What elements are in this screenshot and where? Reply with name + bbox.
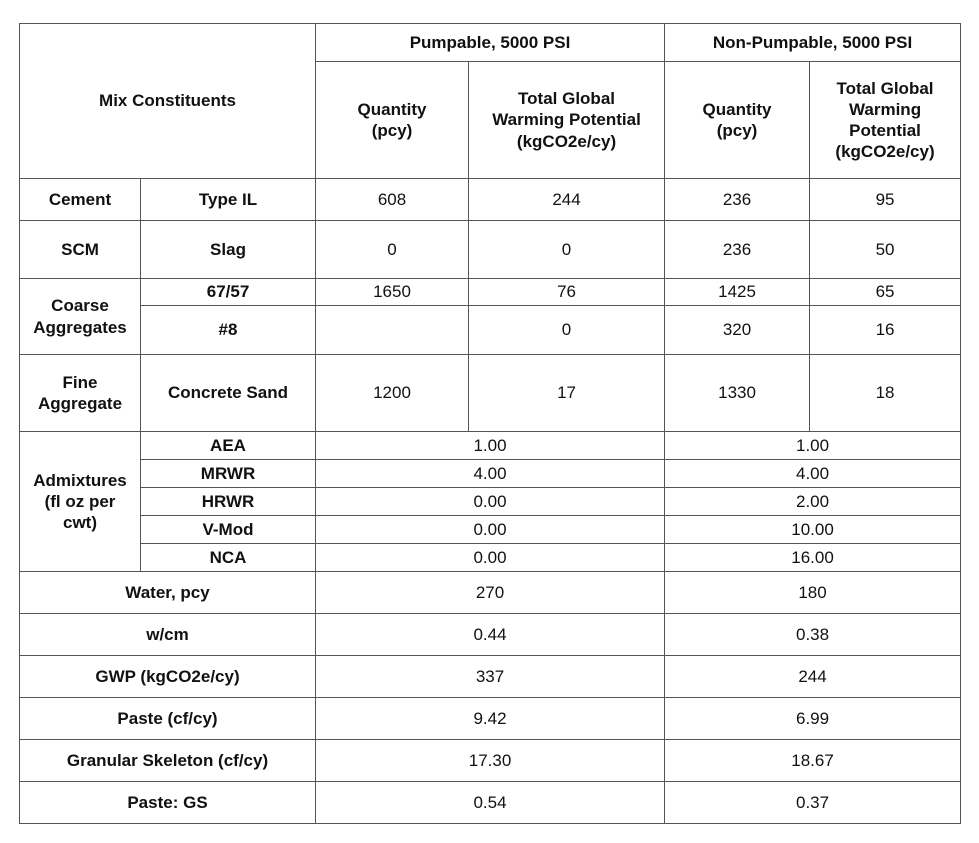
- table-row-summary: [20, 740, 961, 782]
- summary-label-cell: w/cm: [20, 614, 316, 656]
- table-row-fine: [20, 355, 961, 432]
- value-cell: 236: [665, 221, 810, 279]
- value-cell: 95: [810, 179, 961, 221]
- value-cell: 76: [469, 279, 665, 306]
- table-row-summary: [20, 698, 961, 740]
- value-cell: [316, 306, 469, 355]
- value-cell: 236: [665, 179, 810, 221]
- table-row-coarse-1: [20, 279, 961, 306]
- mix-constituents-header: Mix Constituents: [20, 24, 316, 179]
- category-cell: Fine Aggregate: [20, 355, 141, 432]
- value-cell: 16.00: [665, 544, 961, 572]
- pumpable-header: Pumpable, 5000 PSI: [316, 24, 665, 62]
- category-cell: SCM: [20, 221, 141, 279]
- admixture-name-cell: NCA: [141, 544, 316, 572]
- table-row-coarse-2: [20, 306, 961, 355]
- pumpable-gwp-header: Total Global Warming Potential (kgCO2e/cy): [469, 62, 665, 179]
- pumpable-quantity-header: Quantity (pcy): [316, 62, 469, 179]
- value-cell: 337: [316, 656, 665, 698]
- category-cell: Coarse Aggregates: [20, 279, 141, 355]
- admixture-name-cell: AEA: [141, 432, 316, 460]
- value-cell: 17: [469, 355, 665, 432]
- value-cell: 6.99: [665, 698, 961, 740]
- value-cell: 0: [469, 221, 665, 279]
- value-cell: 320: [665, 306, 810, 355]
- value-cell: 16: [810, 306, 961, 355]
- value-cell: 0.00: [316, 544, 665, 572]
- value-cell: 4.00: [665, 460, 961, 488]
- value-cell: 608: [316, 179, 469, 221]
- summary-label-cell: Paste (cf/cy): [20, 698, 316, 740]
- table-row-admixture: [20, 488, 961, 516]
- value-cell: 18.67: [665, 740, 961, 782]
- type-cell: Slag: [141, 221, 316, 279]
- value-cell: 180: [665, 572, 961, 614]
- table-row-cement: [20, 179, 961, 221]
- value-cell: 244: [665, 656, 961, 698]
- value-cell: 1200: [316, 355, 469, 432]
- table-row-summary: [20, 572, 961, 614]
- summary-label-cell: Granular Skeleton (cf/cy): [20, 740, 316, 782]
- summary-label-cell: GWP (kgCO2e/cy): [20, 656, 316, 698]
- table-row-admixture: [20, 432, 961, 460]
- category-cell: Cement: [20, 179, 141, 221]
- value-cell: 1650: [316, 279, 469, 306]
- value-cell: 65: [810, 279, 961, 306]
- table-row-summary: [20, 614, 961, 656]
- table-row-summary: [20, 782, 961, 824]
- summary-label-cell: Water, pcy: [20, 572, 316, 614]
- table-row-summary: [20, 656, 961, 698]
- value-cell: 9.42: [316, 698, 665, 740]
- admixture-name-cell: MRWR: [141, 460, 316, 488]
- type-cell: Type IL: [141, 179, 316, 221]
- mix-design-table: [19, 23, 961, 824]
- value-cell: 1425: [665, 279, 810, 306]
- value-cell: 1.00: [316, 432, 665, 460]
- header-row-groups: [20, 24, 961, 62]
- type-cell: Concrete Sand: [141, 355, 316, 432]
- value-cell: 10.00: [665, 516, 961, 544]
- non-pumpable-gwp-header: Total Global Warming Potential (kgCO2e/cy): [810, 62, 961, 179]
- non-pumpable-quantity-header: Quantity (pcy): [665, 62, 810, 179]
- admixture-name-cell: HRWR: [141, 488, 316, 516]
- value-cell: 4.00: [316, 460, 665, 488]
- value-cell: 244: [469, 179, 665, 221]
- table-row-admixture: [20, 460, 961, 488]
- summary-label-cell: Paste: GS: [20, 782, 316, 824]
- value-cell: 2.00: [665, 488, 961, 516]
- value-cell: 0.54: [316, 782, 665, 824]
- table-row-admixture: [20, 516, 961, 544]
- admixture-name-cell: V-Mod: [141, 516, 316, 544]
- value-cell: 18: [810, 355, 961, 432]
- value-cell: 0.37: [665, 782, 961, 824]
- value-cell: 50: [810, 221, 961, 279]
- value-cell: 0.44: [316, 614, 665, 656]
- value-cell: 270: [316, 572, 665, 614]
- value-cell: 0.00: [316, 488, 665, 516]
- value-cell: 0: [316, 221, 469, 279]
- value-cell: 0.38: [665, 614, 961, 656]
- type-cell: 67/57: [141, 279, 316, 306]
- value-cell: 0.00: [316, 516, 665, 544]
- table-row-admixture: [20, 544, 961, 572]
- non-pumpable-header: Non-Pumpable, 5000 PSI: [665, 24, 961, 62]
- table-row-scm: [20, 221, 961, 279]
- admixtures-category-cell: Admixtures (fl oz per cwt): [20, 432, 141, 572]
- value-cell: 0: [469, 306, 665, 355]
- value-cell: 17.30: [316, 740, 665, 782]
- type-cell: #8: [141, 306, 316, 355]
- value-cell: 1.00: [665, 432, 961, 460]
- value-cell: 1330: [665, 355, 810, 432]
